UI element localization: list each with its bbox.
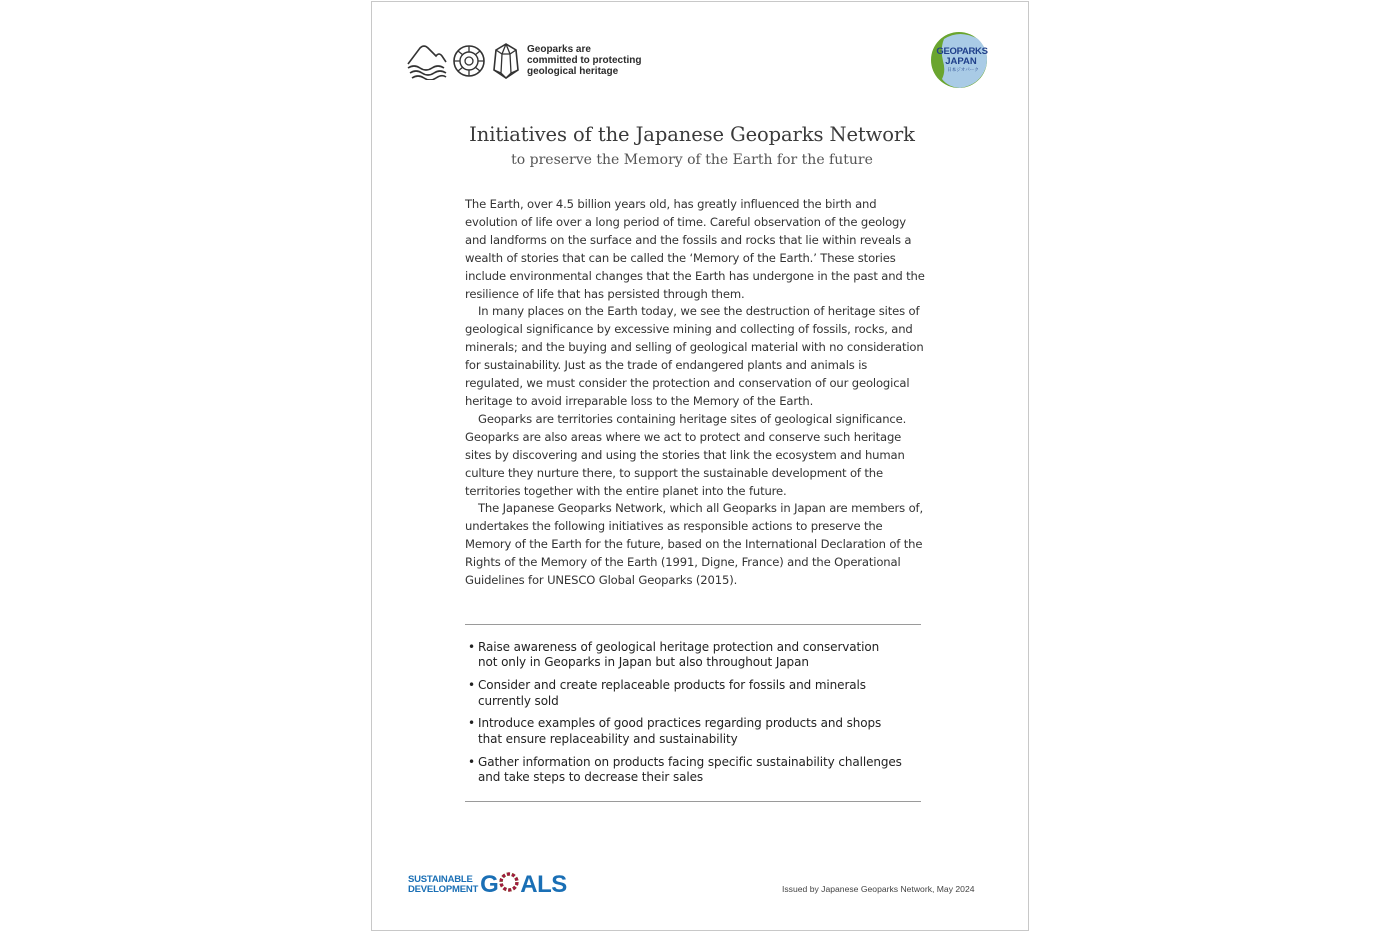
paragraph-3: Geoparks are territories containing heritage sites of geological significance. Geoparks are also areas where we act to protect and conserve such heritage sites by discovering and using the stories that link the ecosystem and human culture they nurture there, to support the sustainable development of the territories together with the entire planet into the future. xyxy=(465,411,907,498)
logo-text-line-1: GEOPARKS xyxy=(936,46,988,57)
list-item-line: and take steps to decrease their sales xyxy=(478,770,704,785)
sdg-logo xyxy=(408,871,567,899)
divider-bottom xyxy=(465,801,921,802)
logo-text-line-3: 日本ジオパーク xyxy=(947,67,979,72)
tagline-line-3: geological heritage xyxy=(527,66,619,77)
bullet-marker: • xyxy=(468,640,475,654)
sdg-wheel-icon xyxy=(498,871,520,899)
list-item xyxy=(468,755,928,786)
sdg-goals-wordmark xyxy=(480,871,567,899)
tagline-line-2: committed to protecting xyxy=(527,55,642,66)
list-item-line: that ensure replaceability and sustainability xyxy=(478,731,738,746)
document-page xyxy=(371,1,1029,931)
paragraph-4: The Japanese Geoparks Network, which all Geoparks in Japan are members of, undertakes the following initiatives as responsible actions to preserve the Memory of the Earth for the future, based on the International Declaration of the Rights of the Memory of the Earth (1991, Digne, France) and the Operational Guidelines for UNESCO Global Geoparks (2015). xyxy=(465,501,923,588)
list-item-line: not only in Geoparks in Japan but also throughout Japan xyxy=(478,655,809,670)
list-item-line: currently sold xyxy=(478,693,559,708)
bullet-marker: • xyxy=(468,716,475,731)
list-item-line: Introduce examples of good practices regarding products and shops xyxy=(478,716,882,731)
page-subtitle: to preserve the Memory of the Earth for the future xyxy=(511,152,873,168)
crystal-icon xyxy=(490,42,522,80)
sdg-goals-g: G xyxy=(480,871,499,898)
paragraph-1: The Earth, over 4.5 billion years old, has greatly influenced the birth and evolution of life over a long period of time. Careful observation of the geology and landforms on the surface and the fossils and rocks that lie within reveals a wealth of stories that can be called the ‘Memory of the Earth.’ These stories include environmental changes that the Earth has undergone in the past and the resilience of life that has persisted through them. xyxy=(465,197,925,301)
sdg-goals-als: ALS xyxy=(520,871,567,898)
sdg-line-2: DEVELOPMENT xyxy=(408,884,479,895)
list-item xyxy=(468,716,928,747)
divider-top xyxy=(465,624,921,625)
body-text xyxy=(465,196,925,590)
geoparks-japan-logo xyxy=(930,31,988,89)
list-item-line: Raise awareness of geological heritage protection and conservation xyxy=(478,640,880,654)
header-icons xyxy=(406,42,522,80)
bullet-marker: • xyxy=(468,678,475,693)
paragraph-2: In many places on the Earth today, we see the destruction of heritage sites of geological significance by excessive mining and collecting of fossils, rocks, and minerals; and the buying and selling of geological material with no consideration for sustainability. Just as the trade of endangered plants and animals is regulated, we must consider the protection and conservation of our geological heritage to avoid irreparable loss to the Memory of the Earth. xyxy=(465,304,924,408)
page-title: Initiatives of the Japanese Geoparks Network xyxy=(469,123,915,146)
list-item xyxy=(468,678,928,709)
title-block xyxy=(432,122,952,172)
list-item-line: Consider and create replaceable products for fossils and minerals xyxy=(478,678,866,693)
list-item xyxy=(468,640,928,671)
initiatives-list xyxy=(468,640,928,793)
logo-text-line-2: JAPAN xyxy=(945,56,977,67)
issued-note: Issued by Japanese Geoparks Network, May 2024 xyxy=(782,884,975,894)
tagline-line-1: Geoparks are xyxy=(527,44,591,55)
sdg-line-1: SUSTAINABLE xyxy=(408,874,473,885)
sdg-wordmark xyxy=(408,875,478,895)
logo-text xyxy=(930,31,988,89)
tagline xyxy=(527,44,667,77)
bullet-marker: • xyxy=(468,754,475,769)
list-item-line: Gather information on products facing specific sustainability challenges xyxy=(478,754,902,769)
ammonite-icon xyxy=(452,42,486,80)
mountain-wave-icon xyxy=(406,42,448,80)
